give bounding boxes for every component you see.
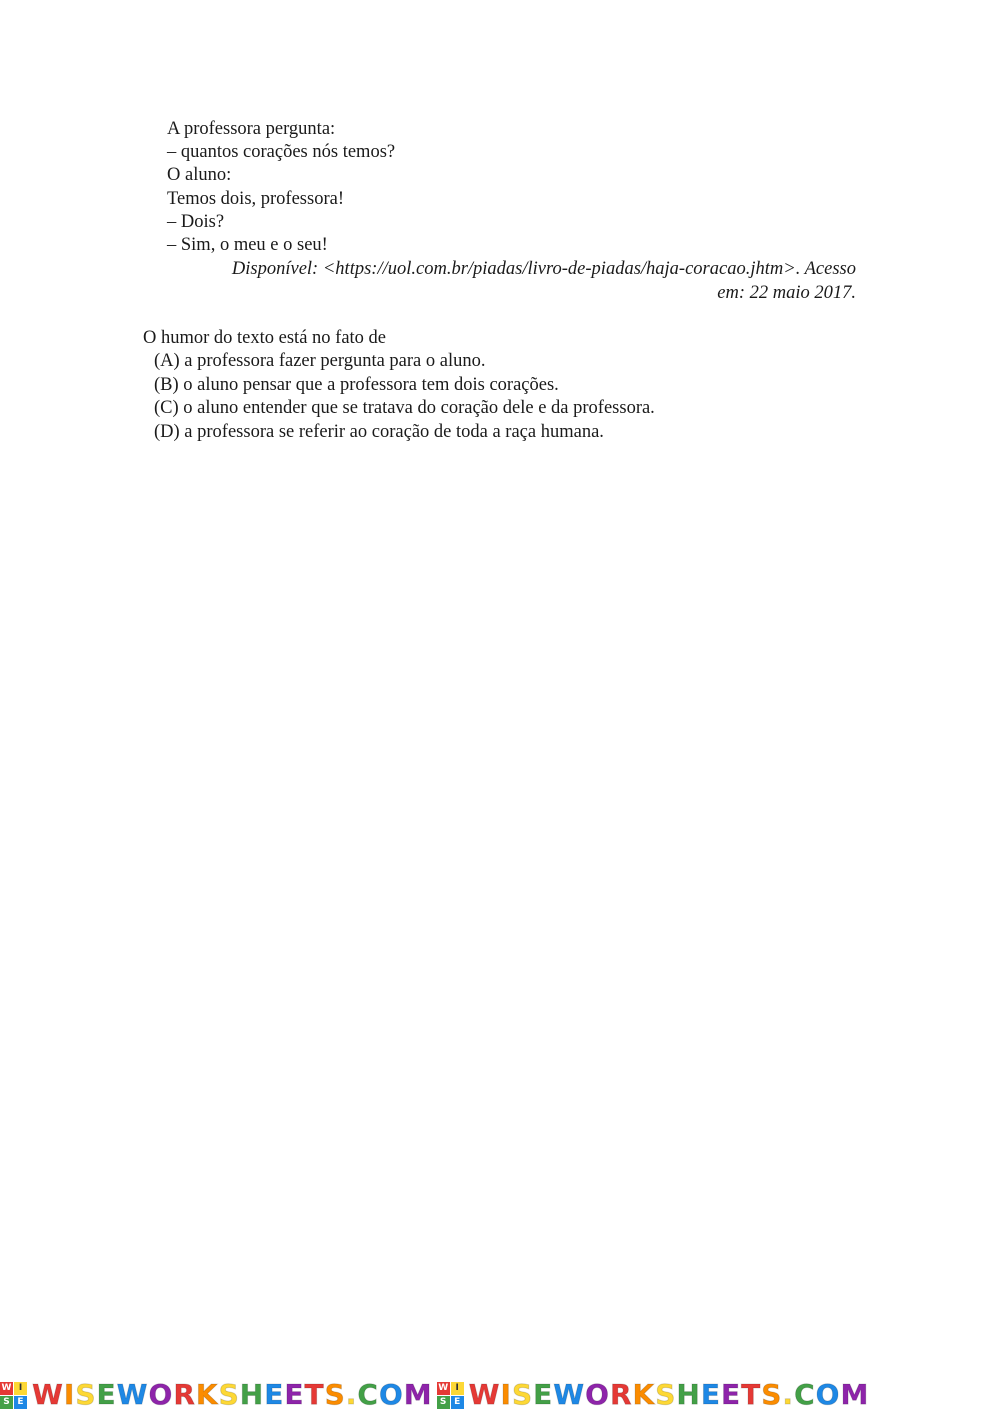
brand-name: WISEWORKSHEETS.COM — [468, 1378, 870, 1411]
joke-line-4: Temos dois, professora! — [167, 188, 344, 209]
source-line-2: em: 22 maio 2017. — [717, 283, 856, 303]
joke-line-3: O aluno: — [167, 165, 232, 186]
source-citation — [170, 257, 856, 305]
brand-logo-1 — [0, 1377, 433, 1413]
option-d[interactable]: (D) a professora se referir ao coração de toda a raça humana. — [154, 421, 604, 442]
option-a[interactable]: (A) a professora fazer pergunta para o aluno. — [154, 351, 486, 372]
brand-name: WISEWORKSHEETS.COM — [32, 1378, 433, 1411]
option-c[interactable]: (C) o aluno entender que se tratava do coração dele e da professora. — [154, 398, 655, 419]
joke-line-2: – quantos corações nós temos? — [167, 142, 396, 163]
brand-mark-icon: W I S E — [0, 1382, 27, 1409]
footer-watermark — [0, 1377, 1000, 1413]
source-line-1: Disponível: <https://uol.com.br/piadas/livro-de-piadas/haja-coracao.jhtm>. Acesso — [231, 259, 856, 279]
option-b[interactable]: (B) o aluno pensar que a professora tem dois corações. — [154, 374, 559, 395]
question-block — [143, 327, 903, 444]
brand-mark-icon: W I S E — [437, 1382, 464, 1409]
joke-line-6: – Sim, o meu e o seu! — [167, 235, 328, 256]
brand-logo-2 — [437, 1377, 870, 1413]
joke-line-1: A professora pergunta: — [167, 119, 336, 139]
joke-text — [167, 118, 867, 257]
question-stem: O humor do texto está no fato de — [143, 328, 387, 348]
joke-line-5: – Dois? — [167, 211, 225, 232]
